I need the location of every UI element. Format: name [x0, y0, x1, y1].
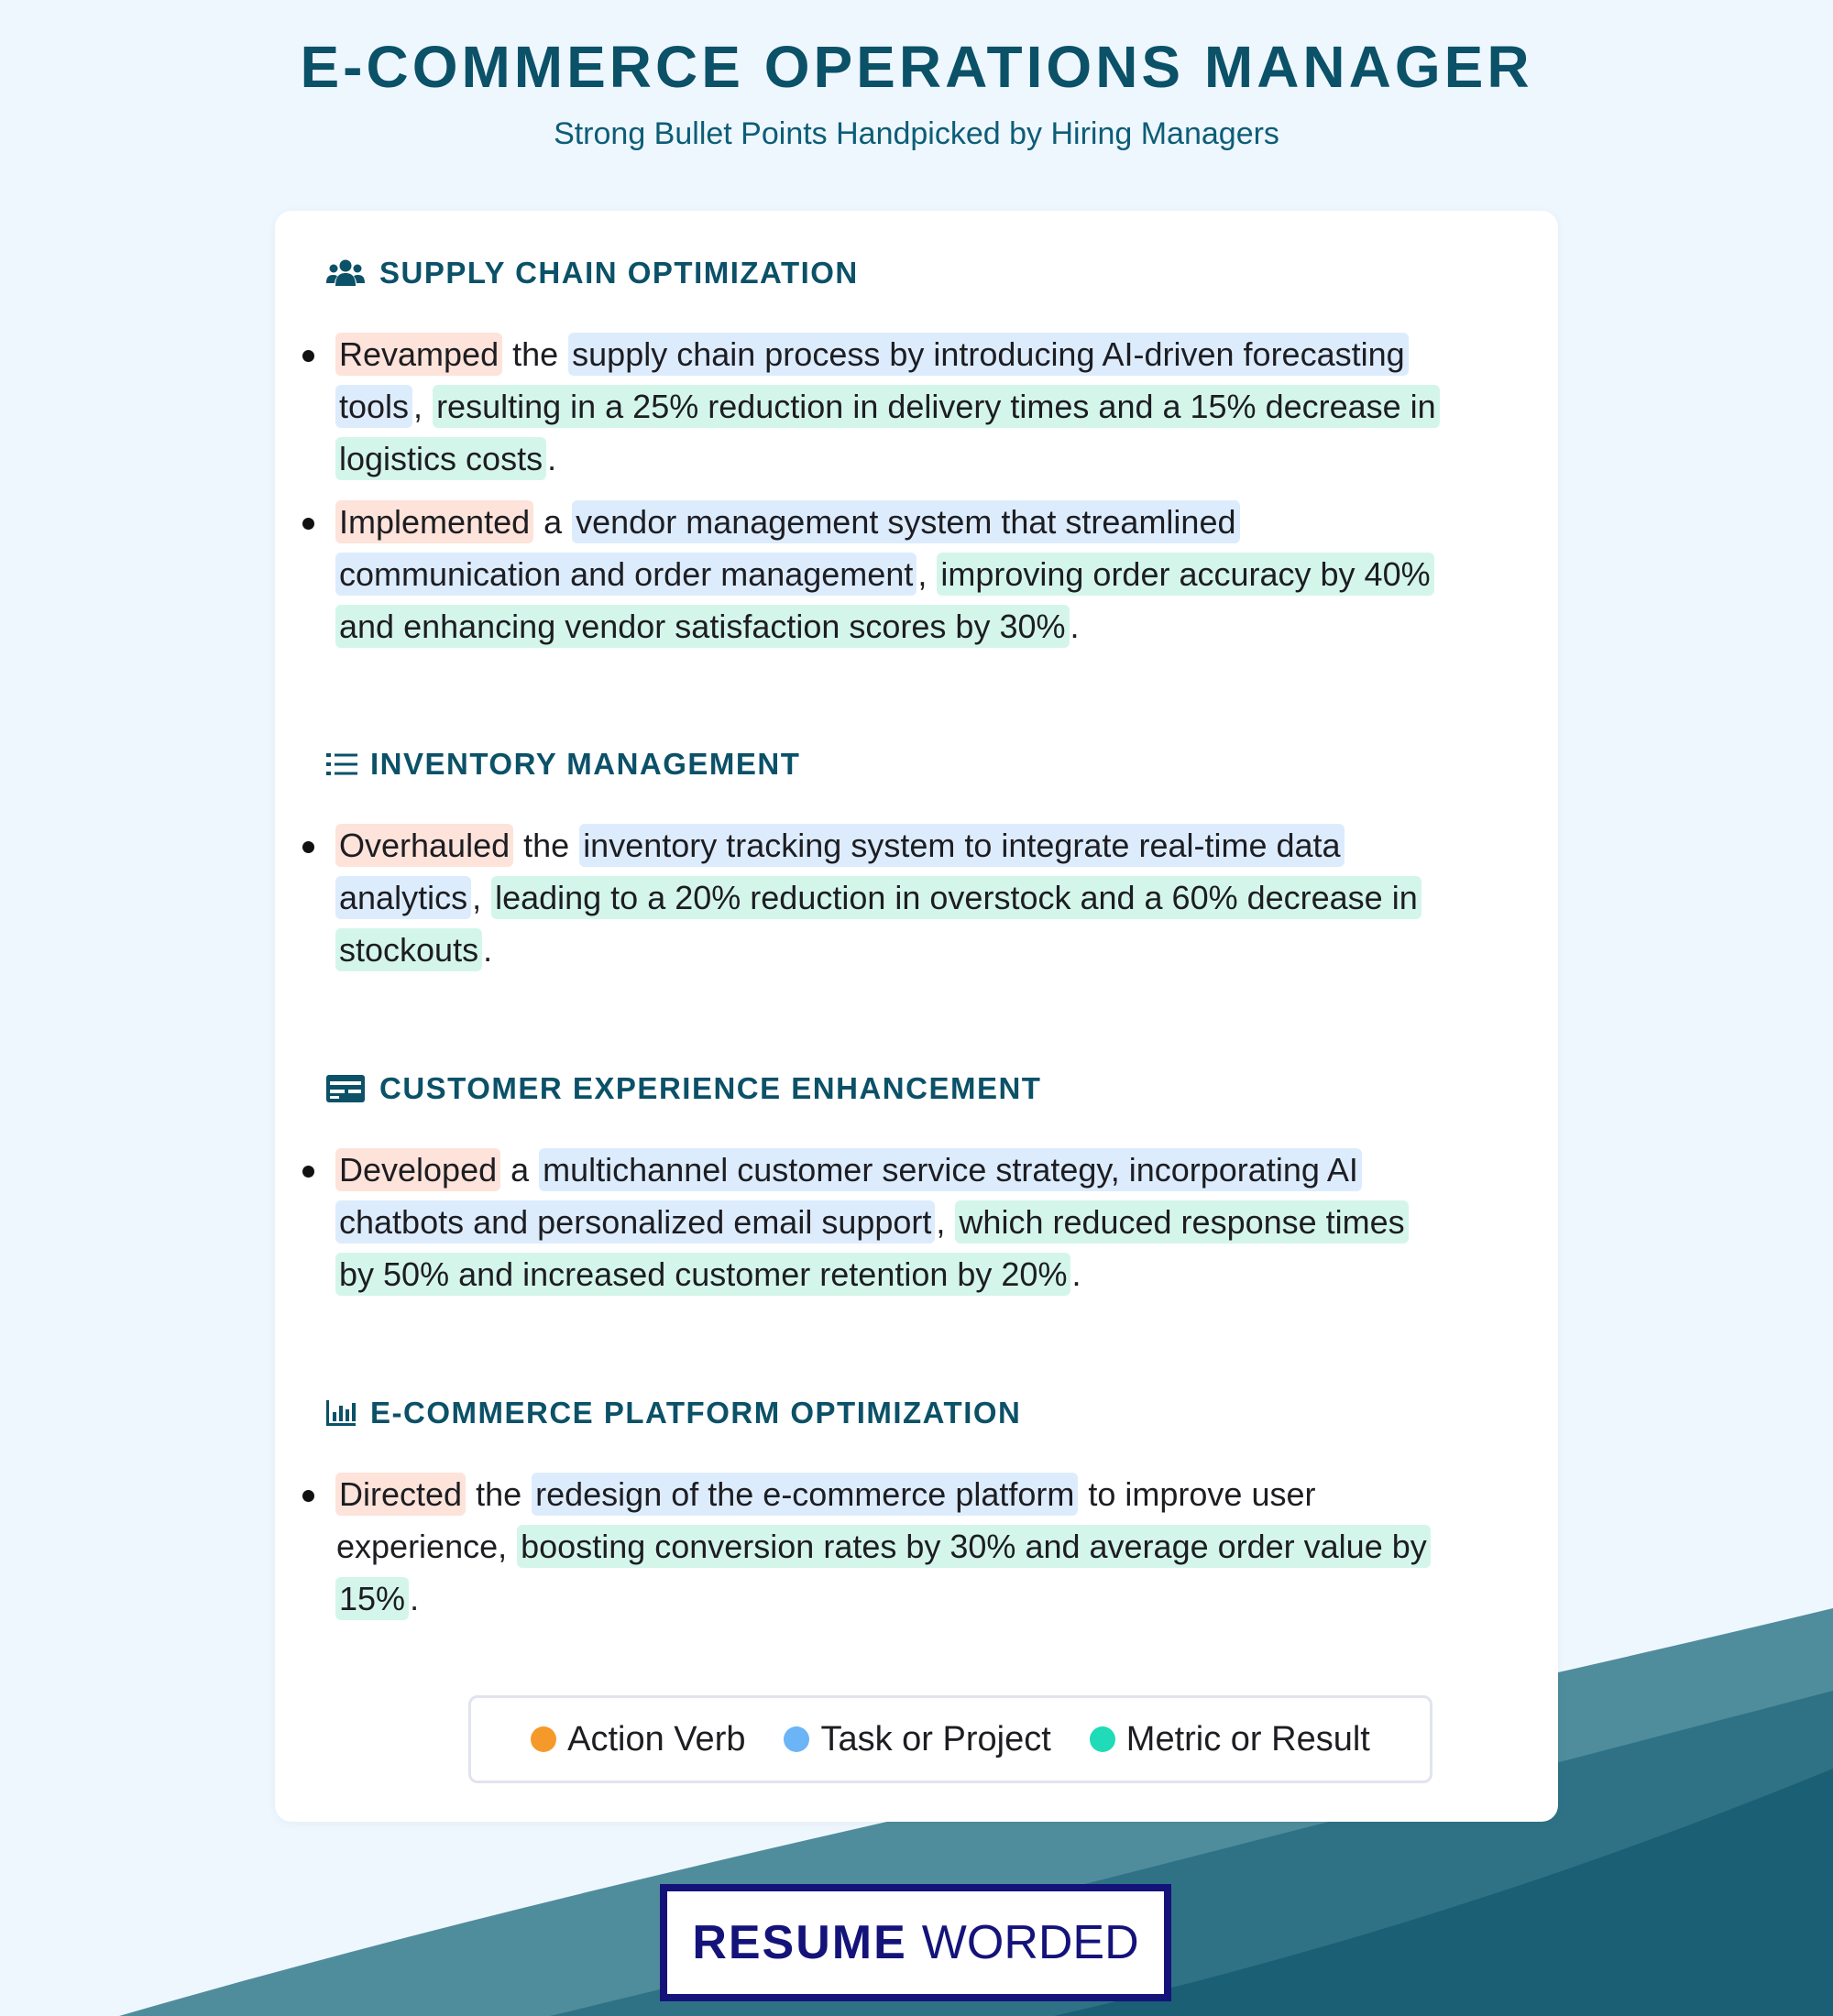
metric-highlight: resulting in a 25% reduction in delivery times and a 15% decrease in logistics costs — [335, 385, 1440, 480]
bullet-text: , — [472, 879, 491, 916]
metric-highlight: boosting conversion rates by 30% and average order value by 15% — [335, 1525, 1431, 1620]
list-icon — [326, 744, 367, 784]
bullet-dot — [302, 841, 314, 853]
section-header — [326, 253, 859, 293]
bullet-point — [275, 1144, 1448, 1300]
bar-chart-icon — [326, 1393, 367, 1433]
logo-text-bold: RESUME — [692, 1916, 907, 1969]
bullet-list — [275, 1468, 1448, 1625]
bullet-point — [275, 819, 1448, 976]
task-highlight: multichannel customer service strategy, incorporating AI chatbots and personalized email support — [335, 1148, 1362, 1244]
action-verb-highlight: Implemented — [335, 500, 533, 543]
legend-label: Action Verb — [567, 1719, 746, 1759]
bullet-point — [275, 496, 1448, 652]
bullet-dot — [302, 518, 314, 530]
page-title: E-COMMERCE OPERATIONS MANAGER — [300, 34, 1533, 100]
task-highlight: redesign of the e-commerce platform — [532, 1473, 1078, 1516]
legend-item-task — [784, 1720, 1050, 1759]
logo-text-light: WORDED — [921, 1916, 1139, 1969]
metric-highlight: improving order accuracy by 40% and enhancing vendor satisfaction scores by 30% — [335, 553, 1434, 648]
action-verb-highlight: Developed — [335, 1148, 500, 1191]
page-subtitle: Strong Bullet Points Handpicked by Hiring Managers — [554, 116, 1279, 151]
bullet-text: , — [413, 388, 433, 425]
section-title: SUPPLY CHAIN OPTIMIZATION — [379, 256, 859, 290]
bullet-dot — [302, 1490, 314, 1502]
legend-item-metric — [1090, 1720, 1370, 1759]
resume-worded-logo[interactable] — [660, 1884, 1171, 2001]
legend-dot — [784, 1726, 809, 1752]
action-verb-highlight: Directed — [335, 1473, 466, 1516]
bullet-points-card — [275, 211, 1558, 1822]
page-header — [0, 33, 1833, 152]
bullet-text: , — [917, 555, 937, 593]
metric-highlight: which reduced response times by 50% and increased customer retention by 20% — [335, 1200, 1409, 1296]
action-verb-highlight: Revamped — [335, 333, 502, 376]
bullet-point — [275, 328, 1448, 485]
bullet-text: to improve user experience, — [336, 1475, 1316, 1565]
bullet-text: the — [503, 335, 568, 373]
legend-dot — [1090, 1726, 1115, 1752]
task-highlight: supply chain process by introducing AI-driven forecasting tools — [335, 333, 1409, 428]
bullet-point — [275, 1468, 1448, 1625]
section-header — [326, 1393, 1021, 1433]
id-card-icon — [326, 1068, 367, 1109]
bullet-text: . — [1071, 1255, 1081, 1293]
bullet-text: . — [410, 1580, 420, 1617]
task-highlight: vendor management system that streamlined communication and order management — [335, 500, 1240, 596]
bullet-text: . — [1070, 608, 1080, 645]
users-icon — [326, 253, 367, 293]
bullet-text: , — [936, 1203, 955, 1241]
bullet-text: the — [514, 827, 579, 864]
bullet-list — [275, 819, 1448, 976]
bullet-dot — [302, 1166, 314, 1178]
bullet-list — [275, 328, 1448, 652]
section-title: E-COMMERCE PLATFORM OPTIMIZATION — [370, 1396, 1022, 1430]
bullet-text: the — [466, 1475, 532, 1513]
section-header — [326, 1068, 1041, 1109]
legend-label: Task or Project — [820, 1719, 1051, 1759]
bullet-text: . — [483, 931, 493, 969]
legend-label: Metric or Result — [1125, 1719, 1370, 1759]
section-title: INVENTORY MANAGEMENT — [370, 747, 801, 781]
bullet-text: . — [547, 440, 557, 477]
legend-item-action-verb — [531, 1720, 745, 1759]
bullet-text: a — [534, 503, 572, 541]
bullet-dot — [302, 350, 314, 362]
bullet-text: a — [501, 1151, 539, 1189]
action-verb-highlight: Overhauled — [335, 824, 513, 867]
legend-dot — [531, 1726, 556, 1752]
metric-highlight: leading to a 20% reduction in overstock and a 60% decrease in stockouts — [335, 876, 1421, 971]
bullet-list — [275, 1144, 1448, 1300]
section-header — [326, 744, 800, 784]
task-highlight: inventory tracking system to integrate real-time data analytics — [335, 824, 1345, 919]
highlight-legend — [468, 1695, 1432, 1783]
section-title: CUSTOMER EXPERIENCE ENHANCEMENT — [379, 1071, 1042, 1105]
